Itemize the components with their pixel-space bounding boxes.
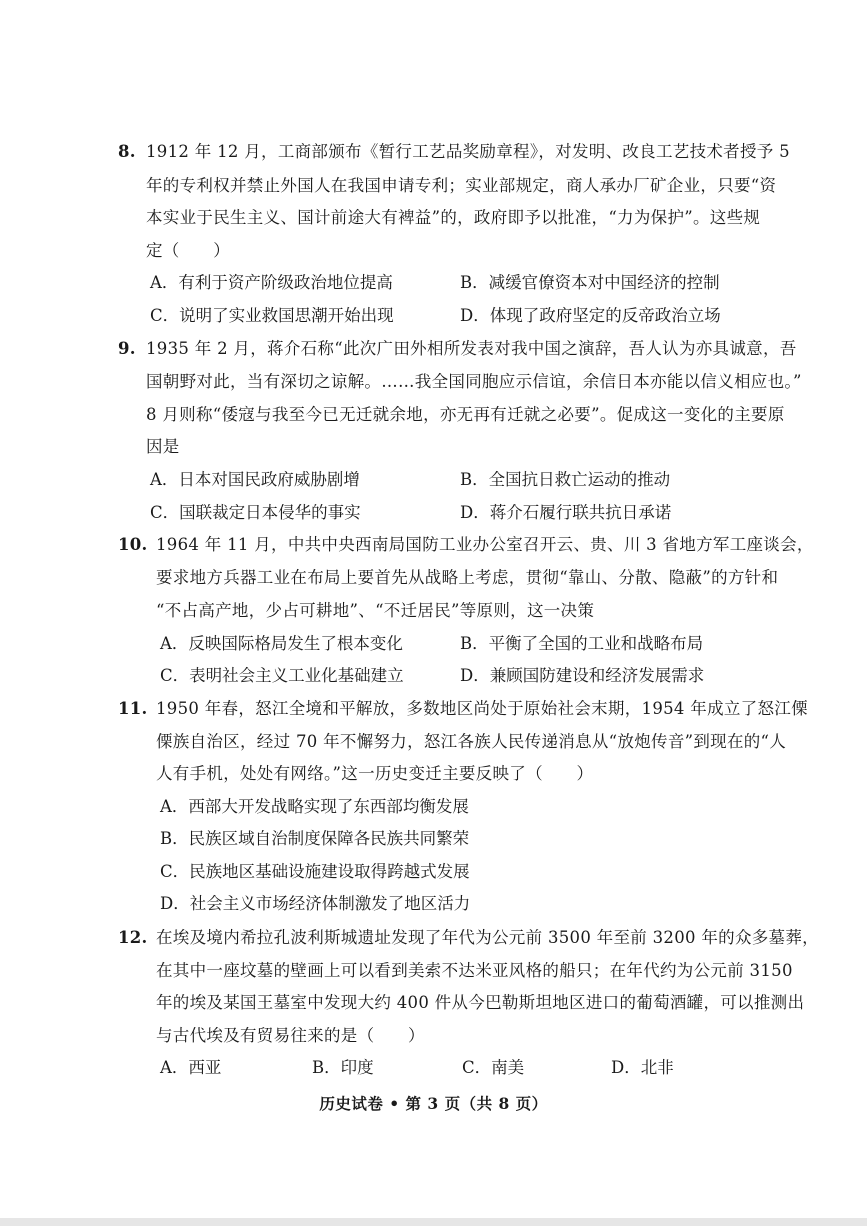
question-number: 8. (118, 142, 136, 161)
option-d: D．北非 (611, 1058, 674, 1077)
question-text-line: 年的专利权并禁止外国人在我国申请专利；实业部规定，商人承办厂矿企业，只要“资 (146, 176, 777, 195)
question-number: 9. (118, 339, 136, 358)
question-text-line: 年的埃及某国王墓室中发现大约 400 件从今巴勒斯坦地区进口的葡萄酒罐，可以推测出 (156, 993, 805, 1012)
question-text-line: 8 月则称“倭寇与我至今已无迁就余地，亦无再有迁就之必要”。促成这一变化的主要原 (146, 405, 785, 424)
option-a: A．西亚 (160, 1058, 222, 1077)
question-text-line: 本实业于民生主义、国计前途大有裨益”的，政府即予以批准，“力为保护”。这些规 (146, 208, 761, 227)
question-text-line: “不占高产地，少占可耕地”、“不迁居民”等原则，这一决策 (156, 601, 595, 620)
option-d: D．体现了政府坚定的反帝政治立场 (460, 306, 721, 325)
question-number: 10. (118, 535, 148, 554)
question-number: 11. (118, 699, 148, 718)
option-a: A．有利于资产阶级政治地位提高 (150, 273, 393, 292)
option-b: B．减缓官僚资本对中国经济的控制 (460, 273, 720, 292)
option-d: D．兼顾国防建设和经济发展需求 (460, 666, 705, 685)
question-text-line: 人有手机，处处有网络。”这一历史变迁主要反映了（ ） (156, 764, 594, 783)
question-text-line: 傈族自治区，经过 70 年不懈努力，怒江各族人民传递消息从“放炮传音”到现在的“人 (156, 732, 787, 751)
question-text-line: 与古代埃及有贸易往来的是（ ） (156, 1026, 425, 1045)
question-text-line: 1935 年 2 月，蒋介石称“此次广田外相所发表对我中国之演辞，吾人认为亦具诚意，吾 (146, 339, 797, 358)
option-a: A．日本对国民政府威胁剧增 (150, 470, 360, 489)
option-a: A．反映国际格局发生了根本变化 (160, 634, 403, 653)
question-text-line: 1964 年 11 月，中共中央西南局国防工业办公室召开云、贵、川 3 省地方军工座谈会， (156, 535, 814, 554)
option-c: C．表明社会主义工业化基础建立 (160, 666, 404, 685)
option-b: B．民族区域自治制度保障各民族共同繁荣 (160, 829, 470, 848)
question-text-line: 定（ ） (146, 241, 230, 260)
question-number: 12. (118, 928, 148, 947)
question-text-line: 国朝野对此，当有深切之谅解。……我全国同胞应示信谊，余信日本亦能以信义相应也。” (146, 372, 802, 391)
question-text-line: 1912 年 12 月，工商部颁布《暂行工艺品奖励章程》，对发明、改良工艺技术者授予 5 (146, 142, 790, 161)
option-b: B．印度 (312, 1058, 374, 1077)
question-text-line: 在埃及境内希拉孔波利斯城遗址发现了年代为公元前 3500 年至前 3200 年的众多墓葬， (156, 928, 819, 947)
option-d: D．社会主义市场经济体制激发了地区活力 (160, 894, 471, 913)
question-text-line: 因是 (146, 437, 180, 456)
option-c: C．民族地区基础设施建设取得跨越式发展 (160, 862, 470, 881)
option-a: A．西部大开发战略实现了东西部均衡发展 (160, 797, 469, 816)
option-c: C．国联裁定日本侵华的事实 (150, 503, 361, 522)
option-b: B．全国抗日救亡运动的推动 (460, 470, 671, 489)
question-text-line: 要求地方兵器工业在布局上要首先从战略上考虑，贯彻“靠山、分散、隐蔽”的方针和 (156, 568, 779, 587)
question-text-line: 在其中一座坟墓的壁画上可以看到美索不达米亚风格的船只；在年代约为公元前 3150 (156, 961, 793, 980)
option-c: C．说明了实业救国思潮开始出现 (150, 306, 394, 325)
question-text-line: 1950 年春，怒江全境和平解放，多数地区尚处于原始社会末期，1954 年成立了怒江傈 (156, 699, 808, 718)
option-b: B．平衡了全国的工业和战略布局 (460, 634, 704, 653)
option-c: C．南美 (462, 1058, 525, 1077)
page-footer: 历史试卷 • 第 3 页（共 8 页） (319, 1094, 548, 1113)
scan-edge (0, 1218, 867, 1226)
option-d: D．蒋介石履行联共抗日承诺 (460, 503, 672, 522)
